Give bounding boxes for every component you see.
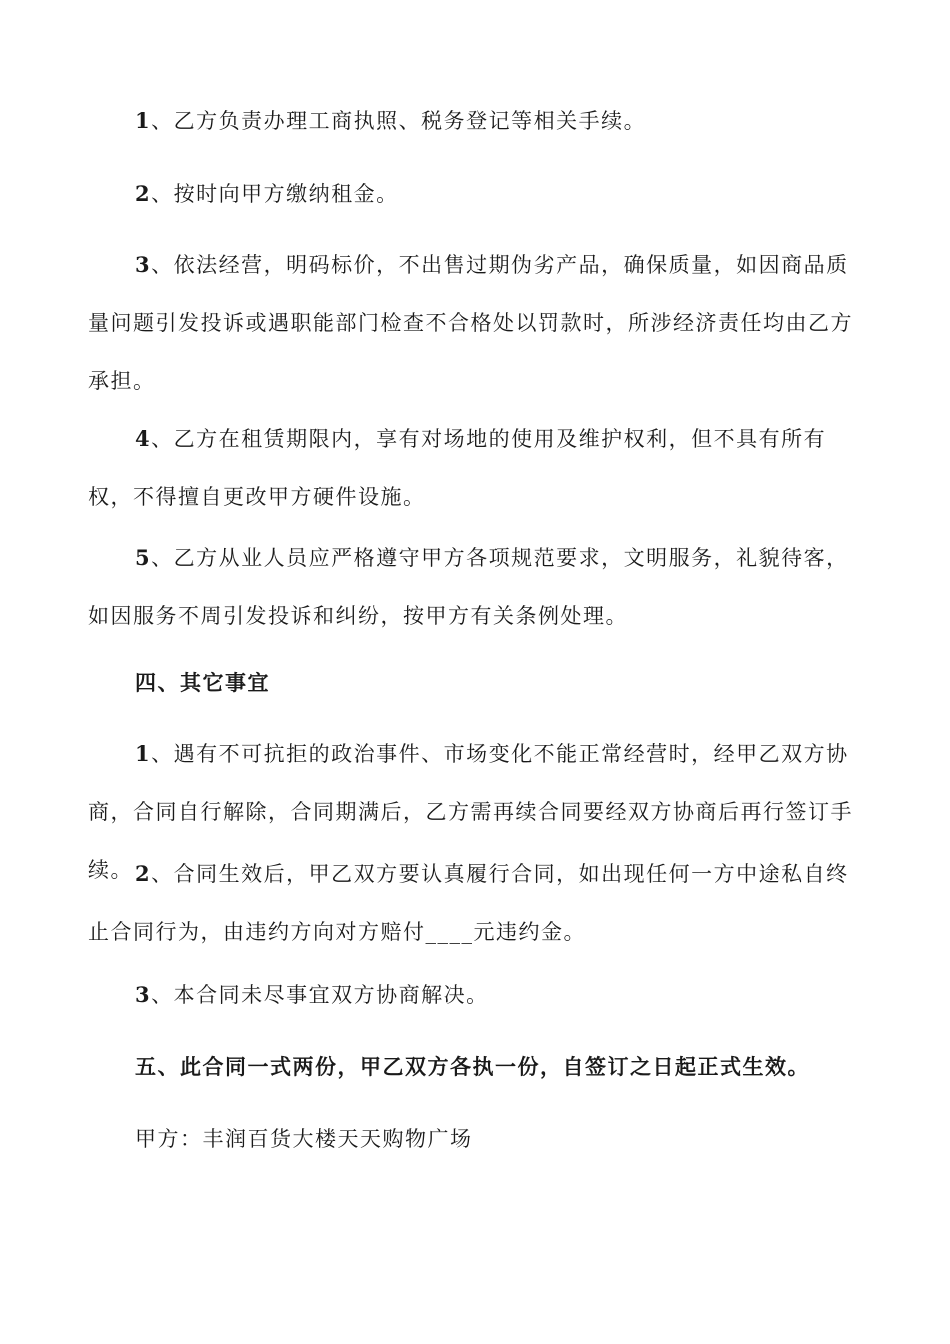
clause-number: 4 bbox=[135, 426, 152, 451]
clause-number: 2 bbox=[135, 181, 152, 206]
section-heading-5: 五、此合同一式两份，甲乙双方各执一份，自签订之日起正式生效。 bbox=[135, 1054, 810, 1079]
signature-party-a: 甲方：丰润百货大楼天天购物广场 bbox=[135, 1127, 473, 1151]
clause-text: 、乙方在租赁期限内，享有对场地的使用及维护权利，但不具有所有权，不得擅自更改甲方硬件设施。 bbox=[88, 427, 827, 509]
clause-b-4 bbox=[88, 410, 868, 526]
clause-text: 、按时向甲方缴纳租金。 bbox=[151, 182, 399, 206]
clause-number: 1 bbox=[135, 741, 152, 766]
clause-b-5 bbox=[88, 529, 868, 645]
clause-b-2 bbox=[88, 165, 868, 223]
clause-number: 5 bbox=[135, 545, 152, 570]
clause-number: 3 bbox=[135, 982, 152, 1007]
clause-b-1 bbox=[88, 92, 868, 150]
clause-text: 、乙方从业人员应严格遵守甲方各项规范要求，文明服务，礼貌待客，如因服务不周引发投诉和纠纷，按甲方有关条例处理。 bbox=[88, 546, 849, 628]
clause-c-3 bbox=[88, 966, 868, 1024]
clause-text: 、遇有不可抗拒的政治事件、市场变化不能正常经营时，经甲乙双方协商，合同自行解除，合同期满后，乙方需再续合同要经双方协商后再行签订手续。 bbox=[88, 742, 853, 882]
clause-text: 、本合同未尽事宜双方协商解决。 bbox=[151, 983, 489, 1007]
clause-number: 1 bbox=[135, 108, 152, 133]
section-heading-4: 四、其它事宜 bbox=[135, 670, 270, 695]
clause-number: 2 bbox=[135, 861, 152, 886]
clause-c-2 bbox=[88, 845, 868, 961]
clause-b-3 bbox=[88, 236, 868, 410]
clause-text: 、依法经营，明码标价，不出售过期伪劣产品，确保质量，如因商品质量问题引发投诉或遇职能部门检查不合格处以罚款时，所涉经济责任均由乙方承担。 bbox=[88, 253, 853, 393]
clause-text: 、合同生效后，甲乙双方要认真履行合同，如出现任何一方中途私自终止合同行为，由违约方向对方赔付____元违约金。 bbox=[88, 862, 849, 944]
clause-text: 、乙方负责办理工商执照、税务登记等相关手续。 bbox=[151, 109, 647, 133]
clause-number: 3 bbox=[135, 252, 152, 277]
